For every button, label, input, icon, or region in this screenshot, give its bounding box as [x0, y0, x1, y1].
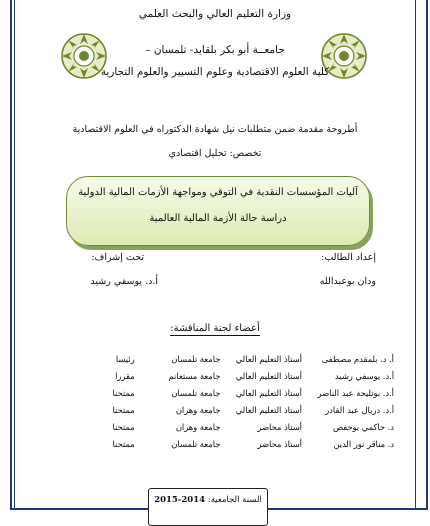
member-rank: أستاذ التعليم العالي	[235, 370, 302, 381]
table-row	[76, 435, 394, 452]
supervisor-name: أ.د. يوسفي رشيد	[90, 276, 158, 287]
table-row	[76, 401, 394, 418]
member-name: أ.د. دربال عبد القادر	[325, 404, 394, 415]
thesis-description: أطروحة مقدمة ضمن متطلبات نيل شهادة الدكتوراه في العلوم الاقتصادية	[72, 124, 358, 135]
committee-table	[76, 350, 394, 452]
member-name: د. حاكمي بوحفص	[332, 421, 394, 432]
member-rank: أستاذ التعليم العالي	[235, 387, 302, 398]
member-name: أ.د. بوتليحة عبد الناصر	[317, 387, 394, 398]
member-university: جامعة تلمسان	[171, 387, 221, 398]
member-university: جامعة وهران	[175, 421, 221, 432]
member-rank: أستاذ التعليم العالي	[235, 353, 302, 364]
supervisor-label: تحت إشراف:	[91, 252, 144, 263]
student-name: ودان بوعبدالله	[319, 276, 376, 287]
table-row	[76, 350, 394, 367]
member-name: أ. د. بلمقدم مصطفى	[321, 353, 394, 364]
ministry-name: وزارة التعليم العالي والبحث العلمي	[138, 8, 292, 20]
member-rank: أستاذ محاضر	[257, 438, 302, 449]
university-name: جامعــة أبو بكر بلقايد- تلمسان –	[145, 44, 285, 56]
member-university: جامعة مستغانم	[168, 370, 221, 381]
member-university: جامعة تلمسان	[171, 438, 221, 449]
academic-year-box	[148, 488, 268, 526]
thesis-title-box	[66, 176, 370, 246]
committee-title: أعضاء لجنة المناقشة:	[170, 323, 260, 334]
member-role: ممتحنا	[112, 438, 135, 449]
thesis-subtitle: دراسة حالة الأزمة المالية العالمية	[149, 213, 287, 224]
member-role: ممتحنا	[112, 387, 135, 398]
member-role: ممتحنا	[112, 421, 135, 432]
academic-year-label: السنة الجامعية:	[207, 495, 262, 505]
table-row	[76, 384, 394, 401]
member-university: جامعة وهران	[175, 404, 221, 415]
member-name: د. مناقر نور الدين	[333, 438, 394, 449]
thesis-specialty: تخصص: تحليل اقتصادي	[168, 148, 262, 159]
faculty-name: كلية العلوم الاقتصادية وعلوم التسيير والعلوم التجارية	[100, 66, 330, 78]
student-label: إعداد الطالب:	[321, 252, 376, 263]
member-role: ممتحنا	[112, 404, 135, 415]
member-rank: أستاذ محاضر	[257, 421, 302, 432]
member-name: أ.د. يوسفي رشيد	[334, 370, 394, 381]
table-row	[76, 367, 394, 384]
academic-year-value: 2014-2015	[154, 495, 206, 505]
member-university: جامعة تلمسان	[171, 353, 221, 364]
member-rank: أستاذ التعليم العالي	[235, 404, 302, 415]
table-row	[76, 418, 394, 435]
member-role: رئيسا	[115, 353, 135, 364]
member-role: مقررا	[115, 370, 135, 381]
thesis-title: آليات المؤسسات النقدية في التوقي ومواجهة الأزمات المالية الدولية	[78, 187, 358, 198]
